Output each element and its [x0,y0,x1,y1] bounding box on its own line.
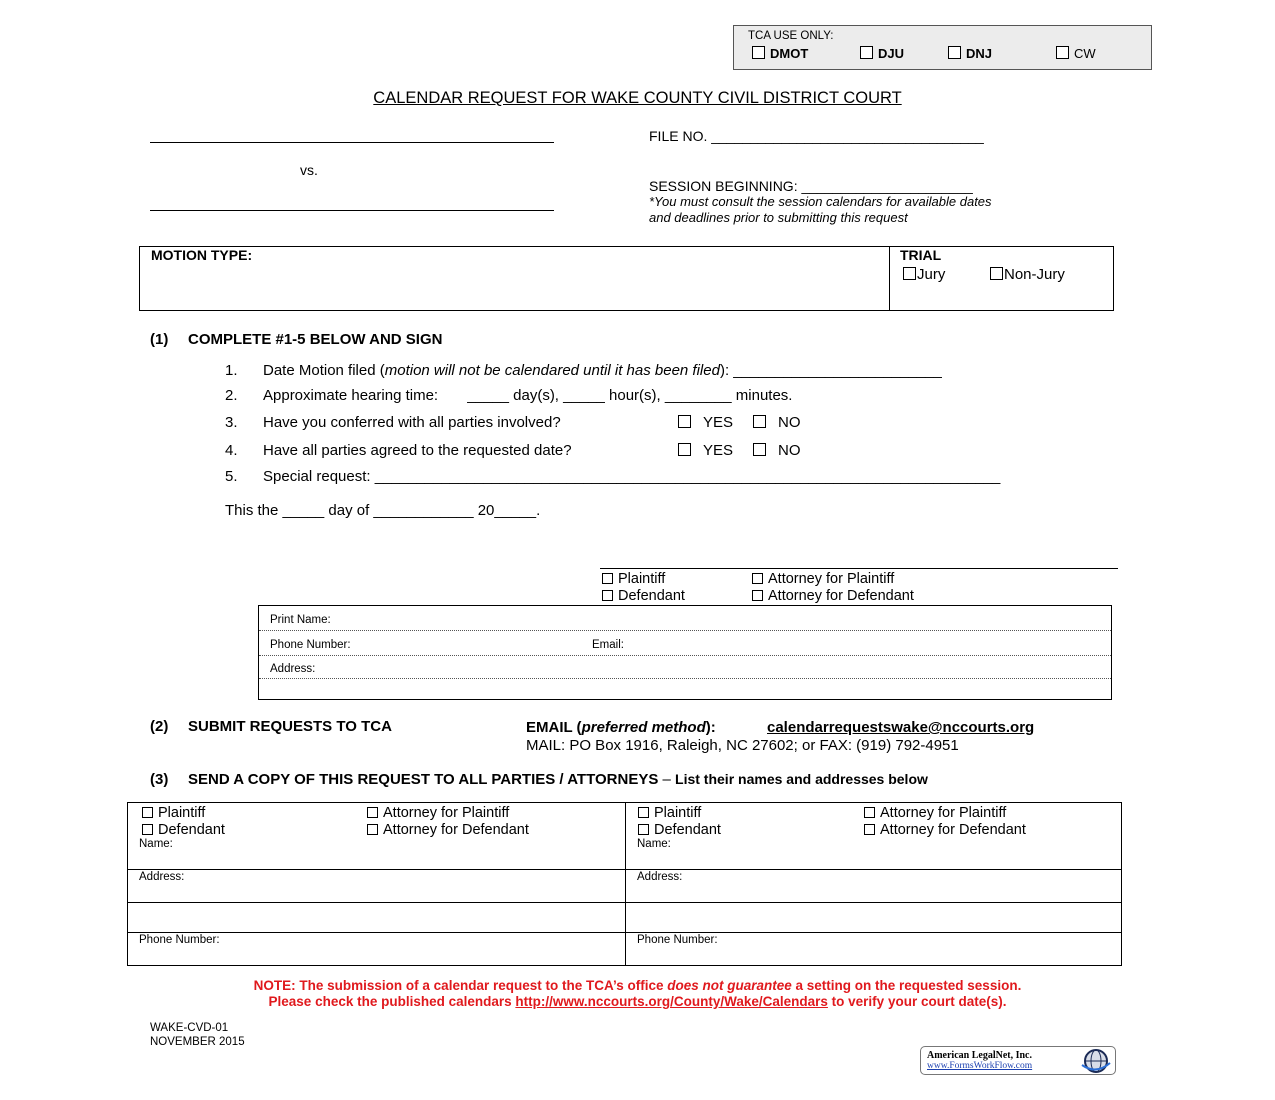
motion-trial-box [139,246,1114,311]
section2-number: (2) [150,718,169,735]
item3-question: Have you conferred with all parties involved? [263,414,561,431]
jury-option[interactable]: Jury [903,266,945,283]
parties-column-divider [625,803,626,965]
address-field[interactable] [259,678,1111,679]
party2-address-field[interactable] [625,902,1121,903]
cw-checkbox-icon[interactable] [1056,46,1069,59]
section1-heading: COMPLETE #1-5 BELOW AND SIGN [188,331,443,348]
sig-plaintiff-option[interactable]: Plaintiff [602,571,665,587]
party2-attorney-defendant-checkbox-icon[interactable] [864,824,875,835]
plaintiff-name-line[interactable] [150,142,554,143]
item2-number: 2. [225,387,238,404]
print-name-field[interactable] [259,630,1111,631]
section1-number: (1) [150,331,169,348]
party2-defendant-option[interactable]: Defendant [638,822,721,838]
motion-type-label: MOTION TYPE: [151,247,253,263]
party1-attorney-plaintiff-option[interactable]: Attorney for Plaintiff [367,805,509,821]
party1-attorney-defendant-checkbox-icon[interactable] [367,824,378,835]
party1-name-label: Name: [139,838,173,850]
form-title: CALENDAR REQUEST FOR WAKE COUNTY CIVIL DISTRICT COURT [373,89,902,107]
party1-defendant-checkbox-icon[interactable] [142,824,153,835]
party2-attorney-defendant-option[interactable]: Attorney for Defendant [864,822,1026,838]
section2-heading: SUBMIT REQUESTS TO TCA [188,718,392,735]
form-id: WAKE-CVD-01 [150,1022,229,1034]
party1-name-field[interactable] [128,869,625,870]
item4-number: 4. [225,442,238,459]
this-the-date-line[interactable]: This the _____ day of ____________ 20_____. [225,502,541,519]
party1-phone-label: Phone Number: [139,934,220,946]
logo-company-name: American LegalNet, Inc. [927,1050,1032,1061]
party1-address-field-2[interactable] [128,932,625,933]
sig-attorney-defendant-checkbox-icon[interactable] [752,590,763,601]
section3-heading: SEND A COPY OF THIS REQUEST TO ALL PARTIES / ATTORNEYS – List their names and addresses below [188,771,928,788]
globe-logo-icon [1079,1048,1113,1074]
contact-info-box [258,605,1112,700]
tca-email-link[interactable]: calendarrequestswake@nccourts.org [767,719,1035,736]
party1-defendant-option[interactable]: Defendant [142,822,225,838]
mail-fax-line: MAIL: PO Box 1916, Raleigh, NC 27602; or FAX: (919) 792-4951 [526,737,959,754]
sig-defendant-checkbox-icon[interactable] [602,590,613,601]
item4-yes-checkbox-icon[interactable] [678,443,691,456]
dmot-checkbox-icon[interactable] [752,46,765,59]
party2-defendant-checkbox-icon[interactable] [638,824,649,835]
vs-label: vs. [300,162,318,178]
motion-type-cell[interactable] [140,247,890,310]
jury-checkbox-icon[interactable] [903,267,916,280]
address-label: Address: [270,663,316,675]
party2-name-label: Name: [637,838,671,850]
item1-date-motion-filed[interactable]: Date Motion filed (motion will not be calendared until it has been filed): _________________________ [263,362,942,379]
party1-address-field[interactable] [128,902,625,903]
trial-label: TRIAL [900,247,942,263]
defendant-name-line[interactable] [150,210,554,211]
item3-number: 3. [225,414,238,431]
file-number-field[interactable]: FILE NO. ___________________________________ [649,128,984,144]
item3-yes-checkbox-icon[interactable] [678,415,691,428]
email-label: Email: [592,639,624,651]
sig-attorney-defendant-option[interactable]: Attorney for Defendant [752,588,914,604]
phone-number-label: Phone Number: [270,639,351,651]
party2-plaintiff-option[interactable]: Plaintiff [638,805,701,821]
tca-label: TCA USE ONLY: [748,30,834,42]
tca-option-dju[interactable]: DJU [860,46,904,61]
party1-attorney-plaintiff-checkbox-icon[interactable] [367,807,378,818]
item5-special-request[interactable]: Special request: ___________________________________________________________________________ [263,468,1001,485]
item2-hearing-time[interactable]: Approximate hearing time: _____ day(s), _____ hour(s), ________ minutes. [263,387,793,404]
american-legalnet-logo[interactable] [920,1046,1116,1075]
non-jury-checkbox-icon[interactable] [990,267,1003,280]
item1-number: 1. [225,362,238,379]
section3-number: (3) [150,771,169,788]
dnj-checkbox-icon[interactable] [948,46,961,59]
party2-phone-label: Phone Number: [637,934,718,946]
form-date: NOVEMBER 2015 [150,1036,245,1048]
item4-no-option[interactable]: NO [753,442,801,459]
party2-attorney-plaintiff-option[interactable]: Attorney for Plaintiff [864,805,1006,821]
tca-option-dmot[interactable]: DMOT [752,46,808,61]
session-note-2: and deadlines prior to submitting this request [649,210,908,225]
parties-table [127,802,1122,966]
party1-plaintiff-checkbox-icon[interactable] [142,807,153,818]
party2-plaintiff-checkbox-icon[interactable] [638,807,649,818]
session-beginning-field[interactable]: SESSION BEGINNING: ______________________ [649,178,973,194]
item3-no-option[interactable]: NO [753,414,801,431]
party1-address-label: Address: [139,871,185,883]
phone-email-field[interactable] [259,655,1111,656]
item4-no-checkbox-icon[interactable] [753,443,766,456]
sig-defendant-option[interactable]: Defendant [602,588,685,604]
party2-address-label: Address: [637,871,683,883]
sig-plaintiff-checkbox-icon[interactable] [602,573,613,584]
tca-use-only-box [733,25,1152,70]
party2-name-field[interactable] [625,869,1121,870]
print-name-label: Print Name: [270,614,331,626]
note-line-1: NOTE: The submission of a calendar request to the TCA’s office does not guarantee a setting on the requested session. [253,978,1022,993]
email-method: EMAIL (preferred method): [526,719,716,736]
dju-checkbox-icon[interactable] [860,46,873,59]
tca-option-cw[interactable]: CW [1056,46,1096,61]
non-jury-option[interactable]: Non-Jury [990,266,1065,283]
note-line-2: Please check the published calendars http://www.nccourts.org/County/Wake/Calendars to verify your court date(s). [268,994,1007,1009]
item4-question: Have all parties agreed to the requested date? [263,442,572,459]
item4-yes-option[interactable]: YES [678,442,733,459]
party1-attorney-defendant-option[interactable]: Attorney for Defendant [367,822,529,838]
session-note-1: *You must consult the session calendars for available dates [649,194,992,209]
party2-attorney-plaintiff-checkbox-icon[interactable] [864,807,875,818]
item3-yes-option[interactable]: YES [678,414,733,431]
tca-option-dnj[interactable]: DNJ [948,46,992,61]
sig-attorney-plaintiff-checkbox-icon[interactable] [752,573,763,584]
item5-number: 5. [225,468,238,485]
sig-attorney-plaintiff-option[interactable]: Attorney for Plaintiff [752,571,894,587]
party1-plaintiff-option[interactable]: Plaintiff [142,805,205,821]
logo-url: www.FormsWorkFlow.com [927,1061,1033,1071]
party2-address-field-2[interactable] [625,932,1121,933]
calendars-link[interactable]: http://www.nccourts.org/County/Wake/Calendars [515,994,828,1009]
signature-line[interactable] [600,568,1118,569]
item3-no-checkbox-icon[interactable] [753,415,766,428]
